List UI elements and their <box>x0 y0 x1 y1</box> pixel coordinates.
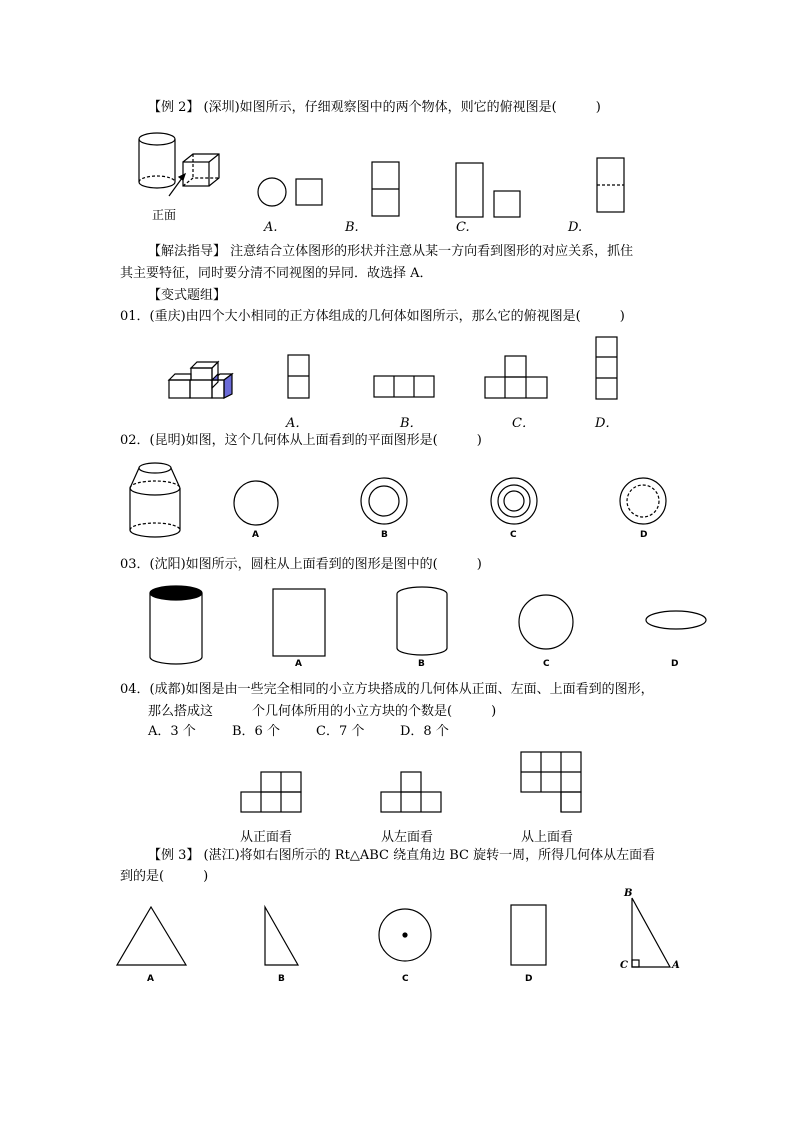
ex3-option-b-figure <box>262 905 302 967</box>
q01-option-d-figure <box>595 336 619 402</box>
q04-top-view-figure <box>520 751 584 815</box>
q03-option-d-figure <box>645 610 709 632</box>
front-label: 正面 <box>152 208 177 222</box>
example-3-line-2: 到的是( ) <box>120 869 209 884</box>
q02-option-c-figure <box>490 477 540 527</box>
ex3-right-triangle-figure <box>630 895 675 973</box>
q03-option-d-label: D <box>671 659 679 669</box>
solution-guide-line-2: 其主要特征，同时要分清不同视图的异同．故选择 A． <box>120 266 433 281</box>
triangle-vertex-a: A <box>672 960 680 971</box>
q03-option-c-label: C <box>543 659 550 669</box>
q04-left-view-caption: 从左面看 <box>381 830 434 845</box>
ex2-option-c-label: C. <box>456 220 470 235</box>
q03-cylinder-figure <box>148 584 206 668</box>
q01-option-a-figure <box>287 354 311 400</box>
q02-option-b-label: B <box>381 530 388 540</box>
ex2-option-a-label: A. <box>264 220 278 235</box>
q02-option-d-label: D <box>640 530 648 540</box>
question-04-choice-a: A．3 个 <box>148 724 196 739</box>
question-01: 01．(重庆)由四个大小相同的正方体组成的几何体如图所示，那么它的俯视图是( ) <box>120 309 625 324</box>
triangle-vertex-b: B <box>624 888 633 899</box>
q02-option-d-figure <box>619 477 669 527</box>
example-2-question: 【例 2】 (深圳)如图所示，仔细观察图中的两个物体，则它的俯视图是( ) <box>148 100 601 115</box>
q03-option-b-figure <box>396 586 448 658</box>
ex3-option-d-figure <box>510 904 548 968</box>
q01-option-c-label: C． <box>512 416 535 431</box>
example-3-line-1: 【例 3】 (湛江)将如右图所示的 Rt△ABC 绕直角边 BC 旋转一周，所得几何体从左面看 <box>148 848 656 863</box>
triangle-vertex-c: C <box>620 960 628 971</box>
ex2-option-d-figure <box>596 157 626 215</box>
q02-option-a-figure <box>233 480 281 528</box>
ex2-option-a-figure <box>258 176 328 208</box>
question-04-choice-b: B．6 个 <box>232 724 280 739</box>
ex2-option-c-figure <box>455 162 525 220</box>
ex3-option-a-label: A <box>147 974 154 984</box>
q02-option-a-label: A <box>252 530 259 540</box>
q01-option-d-label: D． <box>595 416 619 431</box>
ex3-option-c-label: C <box>402 974 409 984</box>
ex2-option-b-figure <box>371 161 401 217</box>
question-02: 02．(昆明)如图，这个几何体从上面看到的平面图形是( ) <box>120 433 482 448</box>
q02-option-b-figure <box>360 477 410 527</box>
q04-left-view-figure <box>380 771 444 815</box>
question-03: 03．(沈阳)如图所示，圆柱从上面看到的图形是图中的( ) <box>120 557 482 572</box>
q01-option-b-label: B． <box>400 416 423 431</box>
q01-option-a-label: A． <box>286 416 309 431</box>
solution-guide-line-1: 【解法指导】 注意结合立体图形的形状并注意从某一方向看到图形的对应关系，抓住 <box>148 244 634 259</box>
q04-top-view-caption: 从上面看 <box>521 830 574 845</box>
q04-front-view-figure <box>240 771 304 815</box>
variant-group-header: 【变式题组】 <box>148 288 227 303</box>
ex2-solid-figure <box>135 130 230 210</box>
ex2-option-d-label: D. <box>568 220 583 235</box>
ex3-option-a-figure <box>116 905 188 969</box>
q02-solid-figure <box>124 460 186 542</box>
q01-option-b-figure <box>373 375 437 399</box>
ex3-option-c-figure <box>378 908 434 964</box>
q03-option-a-label: A <box>295 659 302 669</box>
q04-front-view-caption: 从正面看 <box>240 830 293 845</box>
q03-option-a-figure <box>272 588 326 658</box>
q01-option-c-figure <box>484 355 550 401</box>
q02-option-c-label: C <box>510 530 517 540</box>
ex2-option-b-label: B. <box>345 220 359 235</box>
q01-solid-figure <box>167 354 237 399</box>
q03-option-b-label: B <box>418 659 425 669</box>
question-04-choice-c: C．7 个 <box>316 724 365 739</box>
ex3-option-d-label: D <box>525 974 533 984</box>
question-04-line-1: 04．(成都)如图是由一些完全相同的小立方块搭成的几何体从正面、左面、上面看到的图形， <box>120 682 654 697</box>
ex3-option-b-label: B <box>278 974 285 984</box>
question-04-choice-d: D．8 个 <box>400 724 449 739</box>
question-04-line-2: 那么搭成这 个几何体所用的小立方块的个数是( ) <box>148 704 497 719</box>
q03-option-c-figure <box>518 594 576 652</box>
